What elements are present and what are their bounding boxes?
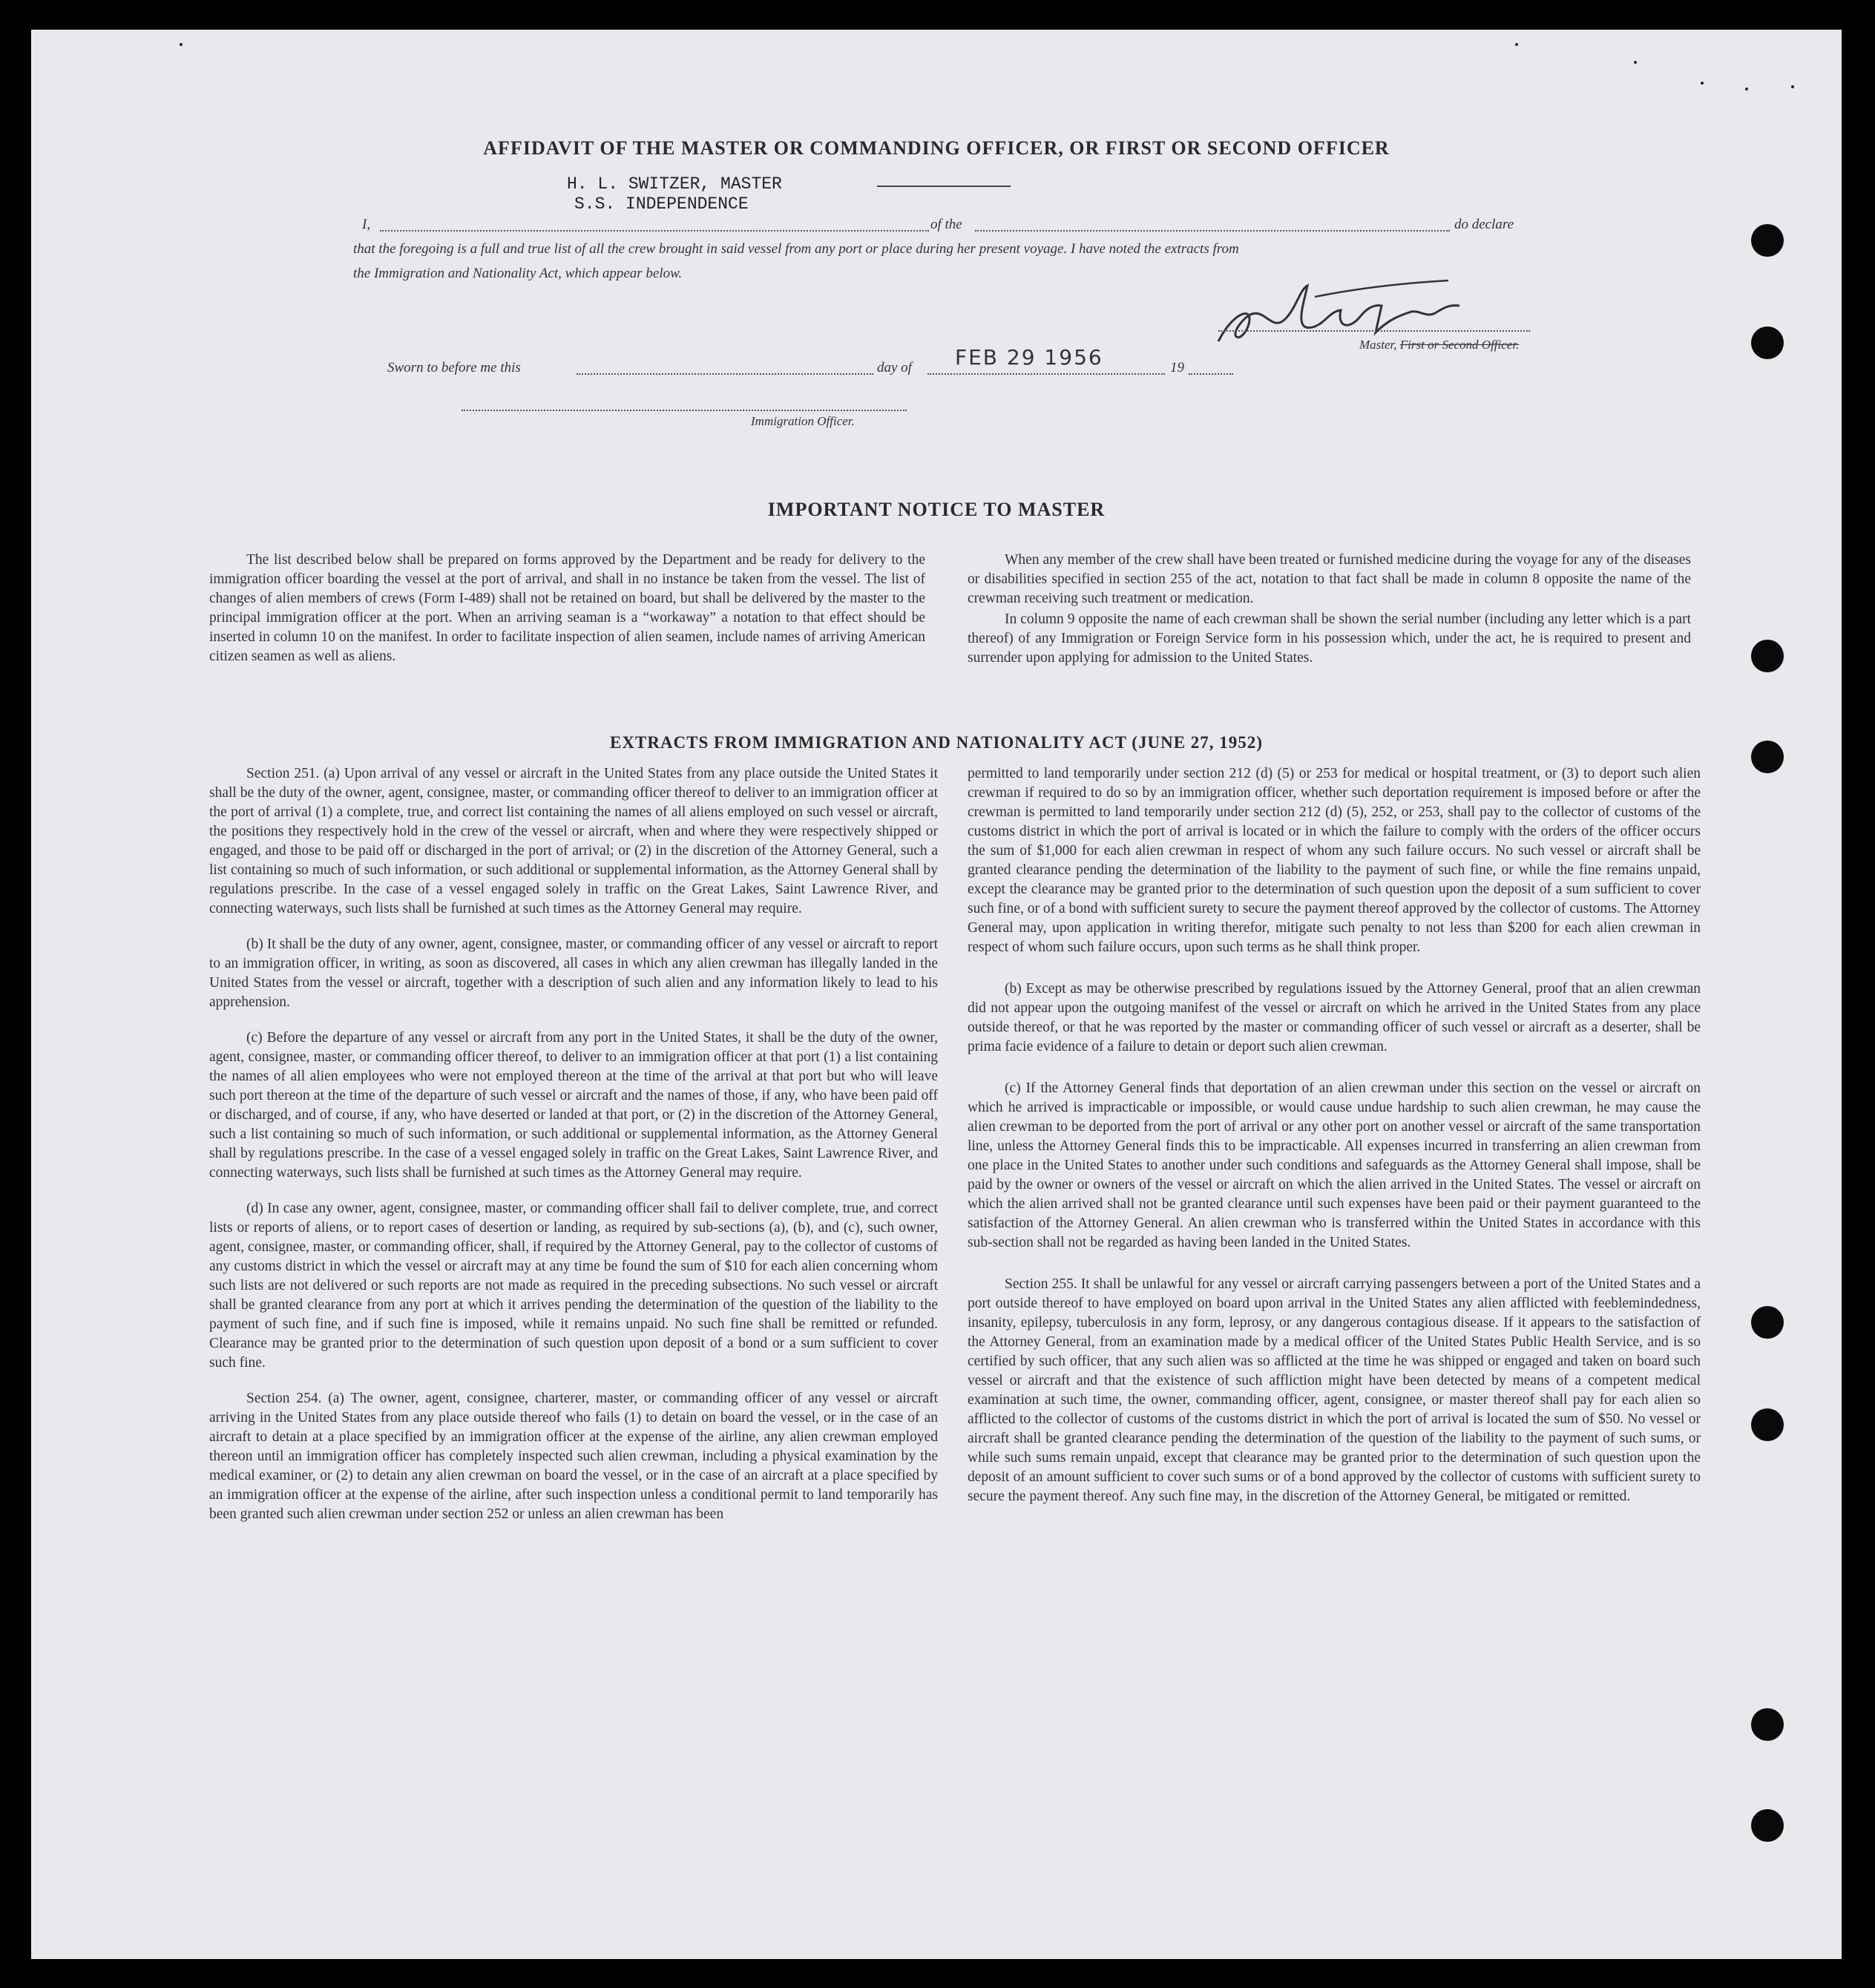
i-label: I,	[362, 217, 371, 232]
section-251-a: Section 251. (a) Upon arrival of any vessel or aircraft in the United States from any place outside the United States it shall be the duty of the owner, agent, consignee, master, or commanding officer thereof to deliver to an immigration officer at the port of arrival (1) a complete, true, and correct list containing the names of all aliens employed on such vessel or aircraft, the positions they respectively hold in the crew of the vessel or aircraft, when and where they were respectively shipped or engaged, and those to be paid off or discharged in the port of arrival; or (2) in the discretion of the Attorney General, such a list containing so much of such information, or such additional or supplemental information, as the Attorney General shall by regulations prescribe. In the case of a vessel engaged solely in traffic on the Great Lakes, Saint Lawrence River, and connecting waterways, such lists shall be furnished at such times as the Attorney General may require.	[209, 766, 938, 916]
sworn-label: Sworn to before me this	[387, 360, 521, 375]
speck-mark	[1791, 85, 1794, 88]
officer-signature-blank	[462, 410, 907, 411]
day-blank	[577, 373, 873, 375]
section-251-c: (c) Before the departure of any vessel or aircraft from any port in the United States, it shall be the duty of the owner, agent, consignee, master, or commanding officer thereof, to deliver to an immigration officer at that port (1) a list containing the names of all alien employees who were not employed thereon at the time of the arrival at that port but who will leave such port thereon at the time of the departure of such vessel or aircraft and the names of those, if any, who have been paid off or discharged, and of course, if any, who have deserted or landed at that port, or (2) in the discretion of the Attorney General, such a list containing so much of such information, or such additional or supplemental information, as the Attorney General shall by regulations prescribe. In the case of a vessel engaged solely in traffic on the Great Lakes, Saint Lawrence River, and connecting waterways, such lists shall be furnished at such times as the Attorney General may require.	[209, 1030, 938, 1181]
do-declare-label: do declare	[1454, 217, 1514, 232]
punch-hole	[1751, 224, 1784, 257]
of-the-label: of the	[930, 217, 962, 232]
extracts-right-column	[968, 764, 1701, 1512]
notice-right-paragraph-1: When any member of the crew shall have been treated or furnished medicine during the voyage for any of the diseases or disabilities specified in section 255 of the act, notation to that fact shall be made in column 8 opposite the name of the crewman receiving such treatment or medication.	[968, 552, 1691, 606]
struck-officer-label: First or Second Officer.	[1399, 338, 1520, 352]
speck-mark	[180, 43, 183, 46]
section-254-b: (b) Except as may be otherwise prescribed by regulations issued by the Attorney General, proof that an alien crewman did not appear upon the outgoing manifest of the vessel or aircraft on which he arrived in the United States from any place outside thereof, or that he was reported by the master or commanding officer of such vessel or aircraft as a deserter, shall be prima facie evidence of a failure to detain or deport such alien crewman.	[968, 981, 1701, 1054]
affidavit-statement-line2: the Immigration and Nationality Act, which appear below.	[353, 266, 683, 281]
notice-left-column	[209, 551, 925, 672]
section-254-c: (c) If the Attorney General finds that deportation of an alien crewman under this section on the vessel or aircraft on which he arrived is impracticable or impossible, or would cause undue hardship to such alien crewman, he may cause the alien crewman to be deported from the port of arrival or any other port on another vessel or aircraft of the same transportation line, unless the Attorney General finds this to be impracticable. All expenses incurred in transferring an alien crewman from one place in the United States to another under such conditions and safeguards as the Attorney General shall impose, shall be paid by the owner or owners of the vessel or aircraft on which the alien arrived in the United States. The vessel or aircraft on which the alien arrived shall not be granted clearance until such expenses have been paid or their payment guaranteed to the satisfaction of the Attorney General. An alien crewman who is transferred within the United States in accordance with this sub-section shall not be regarded as having been landed in the United States.	[968, 1080, 1701, 1250]
section-254-a-continued: permitted to land temporarily under section 212 (d) (5) or 253 for medical or hospital treatment, or (3) to deport such alien crewman if required to do so by an immigration officer, whether such deportation requirement is imposed before or after the crewman is permitted to land temporarily under section 212 (d) (5), 252, or 253, shall pay to the collector of customs of the customs district in which the port of arrival is located or in which the failure to comply with the orders of the officer occurs the sum of $1,000 for each alien crewman in respect of whom any such failure occurs. No such vessel or aircraft shall be granted clearance pending the determination of the liability to the payment of such fine, or while the fine remains unpaid, except the clearance may be granted prior to the determination of such question upon the deposit of a sum sufficient to cover such fine, or of a bond with sufficient surety to secure the payment thereof approved by the collector of customs. The Attorney General may, upon application in writing therefor, mitigate such penalty to not less than $200 for each alien crewman in respect of whom such failure occurs, upon such terms as he shall think proper.	[968, 766, 1701, 955]
name-blank	[380, 230, 929, 232]
notice-right-column	[968, 551, 1691, 674]
speck-mark	[1515, 43, 1518, 46]
year-blank	[1189, 373, 1233, 375]
extracts-left-column	[209, 764, 938, 1530]
notice-left-paragraph: The list described below shall be prepared on forms approved by the Department and be ready for delivery to the immigration officer boarding the vessel at the port of arrival, and shall in no instance be taken from the vessel. The list of changes of alien members of crews (Form I-489) shall not be retained on board, but shall be delivered by the master to the principal immigration officer at the port. When an arriving seaman is a “workaway” a notation to that effect should be inserted in column 10 on the manifest. In order to facilitate inspection of alien seamen, include names of arriving American citizen seamen as well as aliens.	[209, 552, 925, 664]
master-label: Master,	[1359, 338, 1400, 352]
punch-hole	[1751, 1408, 1784, 1441]
speck-mark	[1745, 88, 1748, 91]
punch-hole	[1751, 1306, 1784, 1339]
notice-heading: IMPORTANT NOTICE TO MASTER	[767, 499, 1106, 520]
month-blank	[927, 373, 1165, 375]
day-of-label: day of	[877, 360, 912, 375]
section-251-d: (d) In case any owner, agent, consignee, master, or commanding officer shall fail to deliver complete, true, and correct lists or reports of aliens, or to report cases of desertion or landing, as required by sub-sections (a), (b), and (c), such owner, agent, consignee, master, or commanding officer, shall, if required by the Attorney General, pay to the collector of customs of any customs district in which the vessel or aircraft may at any time be found the sum of $10 for each alien concerning whom such lists are not delivered or such reports are not made as required in the preceding subsections. No such vessel or aircraft shall be granted clearance from any port at which it arrives pending the determination of the question of the liability to the payment of such fine, and if such fine is imposed, while it remains unpaid. No such fine shall be remitted or refunded. Clearance may be granted prior to the determination of such question upon deposit of a bond or a sum sufficient to cover such fine.	[209, 1201, 938, 1371]
typed-master-name: H. L. SWITZER, MASTER	[567, 174, 782, 194]
document-page	[31, 30, 1842, 1959]
typed-vessel-name: S.S. INDEPENDENCE	[574, 194, 749, 214]
punch-hole	[1751, 741, 1784, 773]
section-251-b: (b) It shall be the duty of any owner, agent, consignee, master, or commanding officer of any vessel or aircraft to report to an immigration officer, in writing, as soon as discovered, all cases in which any alien crewman has illegally landed in the United States from the vessel or aircraft, together with a description of such alien and any information likely to lead to his apprehension.	[209, 936, 938, 1010]
speck-mark	[1634, 61, 1637, 64]
notice-right-paragraph-2: In column 9 opposite the name of each crewman shall be shown the serial number (including any letter which is a part thereof) of any Immigration or Foreign Service form in his possession which, under the act, he is required to present and surrender upon applying for admission to the United States.	[968, 611, 1691, 666]
speck-mark	[1701, 82, 1704, 85]
extracts-heading: EXTRACTS FROM IMMIGRATION AND NATIONALITY ACT (JUNE 27, 1952)	[610, 733, 1263, 752]
affidavit-heading: AFFIDAVIT OF THE MASTER OR COMMANDING OFFICER, OR FIRST OR SECOND OFFICER	[483, 137, 1390, 159]
master-title-label	[1359, 338, 1519, 352]
punch-hole	[1751, 1809, 1784, 1842]
punch-hole	[1751, 1708, 1784, 1741]
vessel-blank	[975, 230, 1450, 232]
punch-hole	[1751, 327, 1784, 359]
section-255: Section 255. It shall be unlawful for any vessel or aircraft carrying passengers between a port of the United States and a port outside thereof to have employed on board upon arrival in the United States any alien afflicted with feeblemindedness, insanity, epilepsy, tuberculosis in any form, leprosy, or any dangerous contagious disease. If it appears to the satisfaction of the Attorney General, from an examination made by a medical officer of the United States Public Health Service, and is so certified by such officer, that any such alien was so afflicted at the time he was shipped or engaged and taken on board such vessel or aircraft and that the existence of such affliction might have been detected by means of a competent medical examination at such time, the owner, commanding officer, agent, consignee, or master thereof shall pay for each alien so afflicted to the collector of customs of the customs district in which the port of arrival is located the sum of $50. No vessel or aircraft shall be granted clearance pending the determination of the question of the liability to the payment of such sums, or while such sums remain unpaid, except that clearance may be granted prior to the determination of such question upon the deposit of an amount sufficient to cover such sums or of a bond approved by the collector of customs with sufficient surety to secure the payment thereof. Any such fine may, in the discretion of the Attorney General, be mitigated or remitted.	[968, 1276, 1701, 1504]
section-254-a: Section 254. (a) The owner, agent, consignee, charterer, master, or commanding officer of any vessel or aircraft arriving in the United States from any place outside thereof who fails (1) to detain on board the vessel, or in the case of an aircraft to detain at a place specified by an immigration officer at the expense of the airline, any alien crewman employed thereon until an immigration officer has completely inspected such alien crewman, including a physical examination by the medical examiner, or (2) to detain any alien crewman on board the vessel, or in the case of an aircraft at a place specified by an immigration officer at the expense of the airline, after such inspection unless a conditional permit to land temporarily has been granted such alien crewman under section 252 or unless an alien crewman has been	[209, 1391, 938, 1522]
date-stamp: FEB 29 1956	[955, 345, 1103, 370]
immigration-officer-label: Immigration Officer.	[751, 414, 855, 428]
year-label: 19	[1170, 360, 1184, 375]
signature-blank	[1218, 330, 1530, 332]
separator-line	[877, 186, 1011, 187]
affidavit-statement-line1: that the foregoing is a full and true list of all the crew brought in said vessel from any port or place during her present voyage. I have noted the extracts from	[353, 241, 1239, 257]
punch-hole	[1751, 640, 1784, 672]
